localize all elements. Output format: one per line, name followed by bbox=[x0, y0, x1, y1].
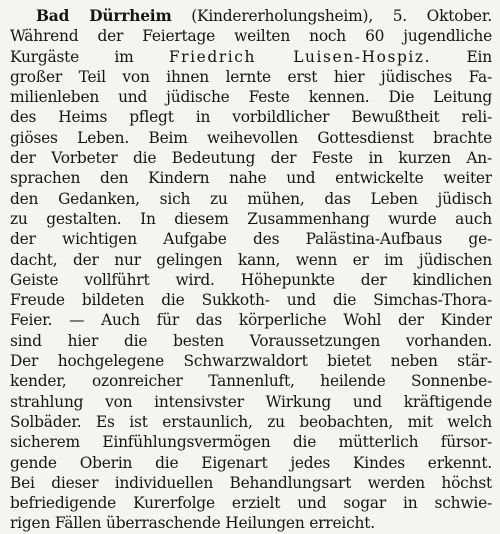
article-line-8: der Vorbeter die Bedeutung der Feste in kurzen An- bbox=[10, 149, 492, 168]
article-line-26: rigen Fällen überraschende Heilungen erreicht. bbox=[10, 514, 375, 533]
article-line-2: Während der Feiertage weilten noch 60 jugendliche bbox=[10, 27, 492, 46]
article-line-9: sprachen den Kindern nahe und entwickelte weiter bbox=[10, 169, 492, 188]
article-line-11: zu gestalten. In diesem Zusammenhang wurde auch bbox=[10, 209, 492, 228]
article-line-3-start: Kurgäste im bbox=[10, 47, 134, 66]
article-line-3 bbox=[10, 47, 492, 67]
article-line-20: strahlung von intensivster Wirkung und kräftigende bbox=[10, 392, 492, 411]
article-line-4: großer Teil von ihnen lernte erst hier jüdisches Fa- bbox=[10, 67, 492, 86]
article-line-12: der wichtigen Aufgabe des Palästina-Aufbaus ge- bbox=[10, 230, 492, 249]
article-line-25: befriedigende Kurerfolge erzielt und sogar in schwie- bbox=[10, 494, 492, 513]
article-line-16: Feier. — Auch für das körperliche Wohl der Kinder bbox=[10, 311, 492, 330]
article-line-14: Geiste vollführt wird. Höhepunkte der kindlichen bbox=[10, 270, 492, 289]
article-line-6: des Heims pflegt in vorbildlicher Bewußtheit reli- bbox=[10, 108, 492, 127]
article-line-15: Freude bildeten die Sukkoth- und die Simchas-Thora- bbox=[10, 291, 492, 310]
article-line-23: gende Oberin die Eigenart jedes Kindes erkennt. bbox=[10, 453, 492, 472]
article-line-22: sicherem Einfühlungsvermögen die mütterlich fürsor- bbox=[10, 433, 492, 452]
article-line-3-end: Ein bbox=[466, 47, 492, 66]
article-line-18: Der hochgelegene Schwarzwaldort bietet neben stär- bbox=[10, 352, 492, 371]
article-line-10: den Gedanken, sich zu mühen, das Leben jüdisch bbox=[10, 189, 492, 208]
article-line-5: milienleben und jüdische Feste kennen. Die Leitung bbox=[10, 88, 492, 107]
article-line-21: Solbäder. Es ist erstaunlich, zu beobachten, mit welch bbox=[10, 412, 492, 431]
article-line-7: giöses Leben. Beim weihevollen Gottesdienst brachte bbox=[10, 128, 492, 147]
article-heading: Bad Dürrheim bbox=[36, 7, 172, 25]
article-dateline: (Kindererholungsheim), 5. Oktober. bbox=[191, 7, 492, 25]
hospice-name: Friedrich Luisen-Hospiz. bbox=[168, 47, 432, 66]
article-line-24: Bei dieser individuellen Behandlungsart werden höchst bbox=[10, 473, 492, 492]
article-line-1 bbox=[10, 6, 492, 26]
article-line-19: kender, ozonreicher Tannenluft, heilende Sonnenbe- bbox=[10, 372, 492, 391]
article-line-17: sind hier die besten Voraussetzungen vorhanden. bbox=[10, 331, 492, 350]
article-line-13: dacht, der nur gelingen kann, wenn er im jüdischen bbox=[10, 250, 492, 269]
